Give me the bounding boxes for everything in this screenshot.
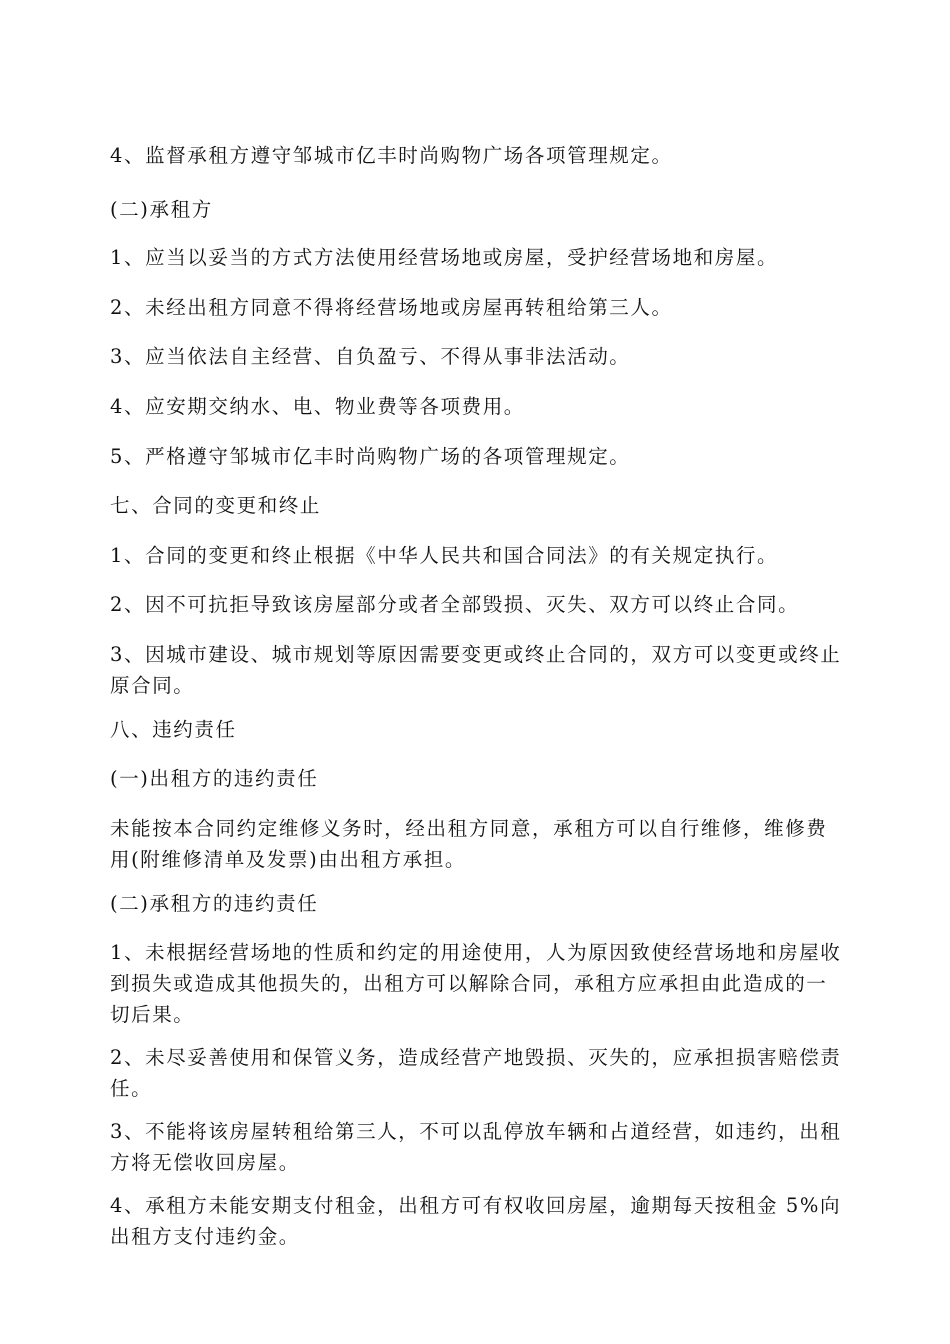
paragraph-lessee-clause-1: 1、应当以妥当的方式方法使用经营场地或房屋，受护经营场地和房屋。 xyxy=(110,246,779,269)
paragraph-lessee-clause-5: 5、严格遵守邹城市亿丰时尚购物广场的各项管理规定。 xyxy=(110,445,631,468)
subsection-heading-lessor-breach: (一)出租方的违约责任 xyxy=(110,767,319,790)
paragraph-breach-clause-3: 3、不能将该房屋转租给第三人，不可以乱停放车辆和占道经营，如违约，出租方将无偿收回房屋。 xyxy=(110,1120,842,1174)
paragraph-change-clause-3: 3、因城市建设、城市规划等原因需要变更或终止合同的，双方可以变更或终止原合同。 xyxy=(110,643,842,697)
paragraph-breach-clause-1: 1、未根据经营场地的性质和约定的用途使用，人为原因致使经营场地和房屋收到损失或造成其他损失的，出租方可以解除合同，承租方应承担由此造成的一切后果。 xyxy=(110,941,842,1026)
paragraph-change-clause-2: 2、因不可抗拒导致该房屋部分或者全部毁损、灭失、双方可以终止合同。 xyxy=(110,593,800,616)
section-heading-breach: 八、违约责任 xyxy=(110,718,237,741)
paragraph-lessor-breach: 未能按本合同约定维修义务时，经出租方同意，承租方可以自行维修，维修费用(附维修清单及发票)由出租方承担。 xyxy=(110,817,828,871)
document-page xyxy=(110,0,845,1344)
paragraph-breach-clause-2: 2、未尽妥善使用和保管义务，造成经营产地毁损、灭失的，应承担损害赔偿责任。 xyxy=(110,1046,842,1100)
paragraph-change-clause-1: 1、合同的变更和终止根据《中华人民共和国合同法》的有关规定执行。 xyxy=(110,544,779,567)
section-heading-change-termination: 七、合同的变更和终止 xyxy=(110,494,322,517)
paragraph-breach-clause-4: 4、承租方未能安期支付租金，出租方可有权收回房屋，逾期每天按租金 5%向出租方支付违约金。 xyxy=(110,1194,842,1248)
paragraph-lessee-clause-3: 3、应当依法自主经营、自负盈亏、不得从事非法活动。 xyxy=(110,345,631,368)
subsection-heading-lessee-breach: (二)承租方的违约责任 xyxy=(110,892,319,915)
section-heading-lessee: (二)承租方 xyxy=(110,198,213,221)
paragraph-clause-4-lessor: 4、监督承租方遵守邹城市亿丰时尚购物广场各项管理规定。 xyxy=(110,144,673,167)
paragraph-lessee-clause-2: 2、未经出租方同意不得将经营场地或房屋再转租给第三人。 xyxy=(110,296,673,319)
paragraph-lessee-clause-4: 4、应安期交纳水、电、物业费等各项费用。 xyxy=(110,395,525,418)
